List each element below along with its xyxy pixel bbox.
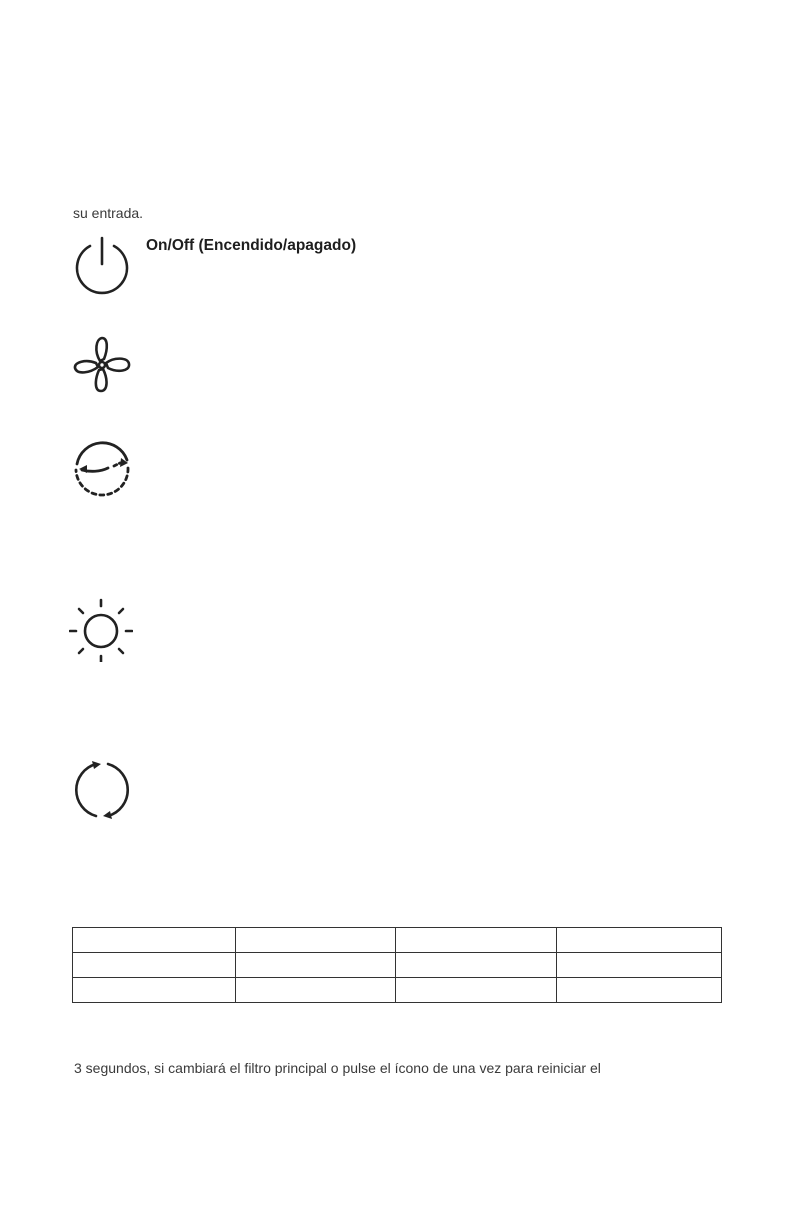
power-label: On/Off (Encendido/apagado) <box>146 237 357 254</box>
timer-icon <box>70 438 134 502</box>
table-cell <box>557 978 722 1003</box>
power-icon <box>70 233 134 297</box>
table-cell <box>557 928 722 953</box>
table-cell <box>236 928 396 953</box>
table-cell <box>73 978 236 1003</box>
table-cell <box>396 978 557 1003</box>
table-cell <box>557 953 722 978</box>
fan-icon <box>70 333 134 397</box>
table-cell <box>73 953 236 978</box>
table-row <box>73 928 722 953</box>
filter-reset-icon <box>70 758 134 822</box>
table-row <box>73 953 722 978</box>
filter-table <box>72 927 722 1003</box>
table-cell <box>236 978 396 1003</box>
table-cell <box>396 928 557 953</box>
table-cell <box>236 953 396 978</box>
intro-text: su entrada. <box>73 205 144 221</box>
light-icon <box>69 598 133 662</box>
table-cell <box>73 928 236 953</box>
table-cell <box>396 953 557 978</box>
table-row <box>73 978 722 1003</box>
footer-text: 3 segundos, si cambiará el filtro principal o pulse el ícono de una vez para reiniciar el <box>74 1060 601 1076</box>
